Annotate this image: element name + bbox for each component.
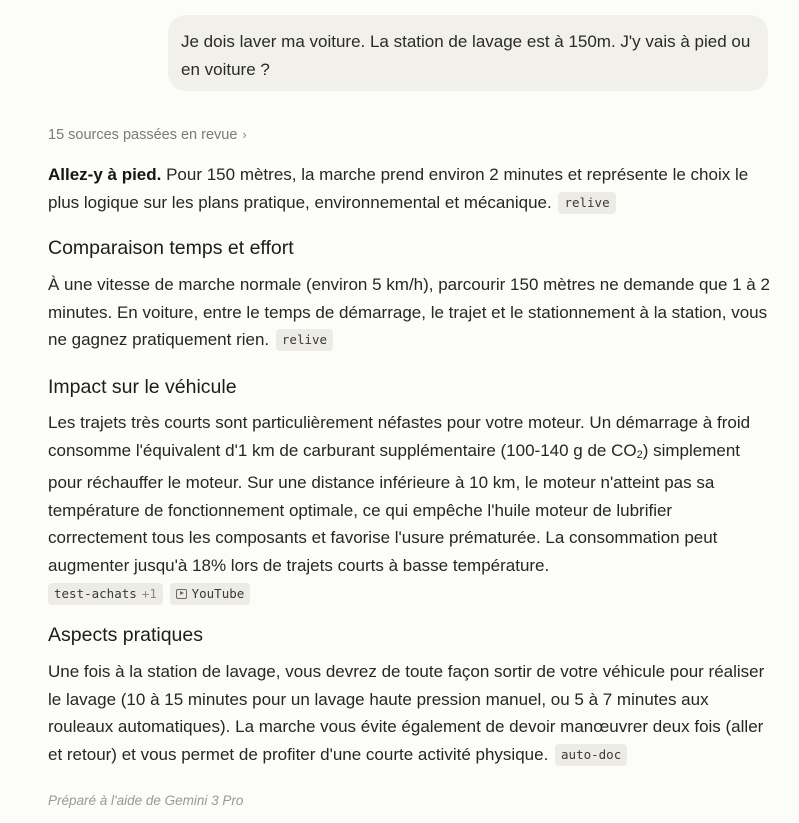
citation-chip-test-achats[interactable] — [48, 583, 163, 605]
model-attribution: Préparé à l'aide de Gemini 3 Pro — [48, 793, 244, 808]
user-message-bubble — [168, 15, 768, 91]
section3-paragraph — [48, 658, 770, 768]
section1-paragraph — [48, 271, 770, 354]
citation-chip-auto-doc[interactable]: auto-doc — [555, 744, 627, 766]
chip-label: test-achats — [54, 585, 137, 601]
youtube-play-icon — [176, 589, 187, 599]
heading-comparaison: Comparaison temps et effort — [48, 237, 294, 259]
citation-chip-relive-2[interactable]: relive — [276, 329, 333, 351]
heading-impact: Impact sur le véhicule — [48, 376, 237, 398]
co2-subscript: 2 — [636, 448, 643, 461]
chevron-right-icon: › — [242, 127, 247, 142]
intro-bold: Allez-y à pied. — [48, 165, 162, 184]
section3-text: Une fois à la station de lavage, vous devrez de toute façon sortir de votre véhicule pour réaliser le lavage (10 à 15 minutes pour un lavage haute pression manuel, ou 5 à 7 minutes aux rouleaux automatiques). La marche vous évite également de devoir manœuvrer deux fois (aller et retour) et vous permet de profiter d'une courte activité physique. — [48, 662, 765, 764]
sources-reviewed-label: 15 sources passées en revue — [48, 127, 238, 143]
intro-paragraph — [48, 161, 770, 216]
sources-reviewed-link[interactable] — [48, 125, 247, 145]
section2-paragraph — [48, 409, 770, 607]
citation-chip-relive[interactable]: relive — [558, 192, 615, 214]
section2-text-b: ) simplement pour réchauffer le moteur. Sur une distance inférieure à 10 km, le moteur n'atteint pas sa température de fonctionnement optimale, ce qui empêche l'huile moteur de lubrifier correctement tous les composants et favorise l'usure prématurée. La consommation peut augmenter jusqu'à 18% lors de trajets courts à basse température. — [48, 440, 741, 575]
section2-text-a: Les trajets très courts sont particulièrement néfastes pour votre moteur. Un démarrage à froid consomme l'équivalent d'1 km de carburant supplémentaire (100-140 g de CO — [48, 413, 751, 460]
heading-aspects: Aspects pratiques — [48, 624, 204, 646]
intro-text: Pour 150 mètres, la marche prend environ 2 minutes et représente le choix le plus logique sur les plans pratique, environnemental et mécanique. — [48, 165, 749, 212]
section1-text: À une vitesse de marche normale (environ 5 km/h), parcourir 150 mètres ne demande que 1 à 2 minutes. En voiture, entre le temps de démarrage, le trajet et le stationnement à la station, vous ne gagnez pratiquement rien. — [48, 275, 770, 350]
chip-more-count: +1 — [141, 585, 157, 601]
citation-chip-youtube[interactable] — [170, 583, 251, 605]
chip-label: YouTube — [191, 585, 245, 601]
user-message-text: Je dois laver ma voiture. La station de lavage est à 150m. J'y vais à pied ou en voiture ? — [181, 32, 751, 79]
